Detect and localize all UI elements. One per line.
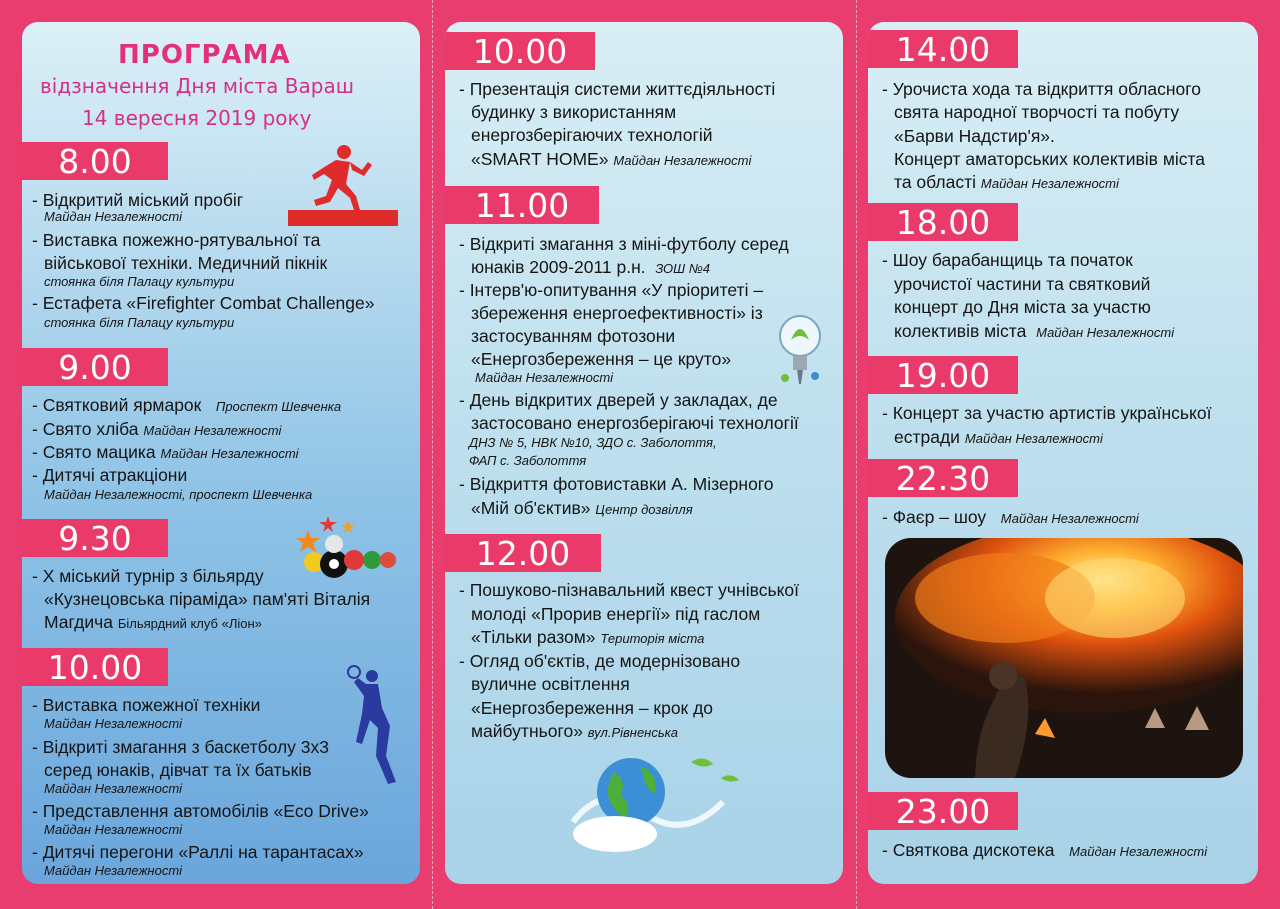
event-text: - Свято мацика Майдан Незалежності: [32, 442, 299, 462]
venue-text: стоянка біля Палацу культури: [44, 274, 235, 289]
venue-text: Майдан Незалежності: [44, 863, 183, 878]
globe-icon: [563, 752, 763, 862]
event-text: - Свято хліба Майдан Незалежності: [32, 419, 282, 439]
program-title: ПРОГРАМА: [118, 40, 291, 70]
fire-show-photo: [885, 538, 1243, 778]
column-1-panel: [22, 22, 420, 884]
event-text: «Енергозбереження – це круто»: [471, 349, 732, 369]
event-text: застосовано енергозберігаючі технології: [471, 413, 799, 433]
event-text: серед юнаків, дівчат та їх батьків: [44, 760, 312, 780]
event-text: - Інтерв'ю-опитування «У пріоритеті –: [459, 280, 764, 300]
event-text: - Відкритий міський пробіг: [32, 190, 244, 210]
venue-text: Майдан Незалежності: [475, 370, 614, 385]
event-text: Концерт аматорських колективів міста: [894, 149, 1206, 169]
event-text: молоді «Прорив енергії» під гаслом: [471, 604, 761, 624]
event-text: урочистої частини та святковий: [894, 274, 1151, 294]
event-text: - День відкритих дверей у закладах, де: [459, 390, 778, 410]
event-text: «SMART HOME» Майдан Незалежності: [471, 149, 752, 169]
event-text: - Огляд об'єктів, де модернізовано: [459, 651, 741, 671]
lightbulb-icon: [775, 310, 825, 394]
event-text: - Шоу барабанщиць та початок: [882, 250, 1133, 270]
event-text: «Тільки разом» Територія міста: [471, 627, 705, 647]
venue-text: стоянка біля Палацу культури: [44, 315, 235, 330]
time-label: 18.00: [868, 203, 1018, 241]
venue-text: Майдан Незалежності: [44, 209, 183, 224]
venue-text: ФАП с. Заболоття: [469, 453, 587, 468]
program-subtitle: відзначення Дня міста Вараш: [40, 74, 355, 98]
event-text: - Святковий ярмарок Проспект Шевченка: [32, 395, 342, 415]
event-text: «Мій об'єктив» Центр дозвілля: [471, 498, 693, 518]
event-text: «Кузнецовська піраміда» пам'яті Віталія: [44, 589, 371, 609]
venue-text: ДНЗ № 5, НВК №10, ЗДО с. Заболоття,: [469, 435, 717, 450]
time-label: 10.00: [445, 32, 595, 70]
time-label: 10.00: [22, 648, 168, 686]
event-text: - Святкова дискотека Майдан Незалежності: [882, 840, 1208, 860]
time-label: 12.00: [445, 534, 601, 572]
venue-text: Майдан Незалежності: [44, 822, 183, 837]
event-text: збереження енергоефективності» із: [471, 303, 763, 323]
event-text: естради Майдан Незалежності: [894, 427, 1103, 447]
event-text: застосуванням фотозони: [471, 326, 676, 346]
event-text: - Презентація системи життєдіяльності: [459, 79, 776, 99]
event-text: концерт до Дня міста за участю: [894, 297, 1151, 317]
fold-line: [856, 0, 857, 909]
event-text: - Виставка пожежної техніки: [32, 695, 261, 715]
time-label: 9.00: [22, 348, 168, 386]
event-text: «Енергозбереження – крок до: [471, 698, 714, 718]
venue-text: Майдан Незалежності: [44, 781, 183, 796]
time-label: 8.00: [22, 142, 168, 180]
program-date: 14 вересня 2019 року: [82, 106, 312, 130]
event-text: будинку з використанням: [471, 102, 677, 122]
venue-text: Майдан Незалежності, проспект Шевченка: [44, 487, 313, 502]
event-text: майбутнього» вул.Рівненська: [471, 721, 679, 741]
event-text: вуличне освітлення: [471, 674, 630, 694]
event-text: - Х міський турнір з більярду: [32, 566, 264, 586]
event-text: - Фаєр – шоу Майдан Незалежності: [882, 507, 1139, 527]
runner-icon: [284, 140, 400, 228]
venue-text: Майдан Незалежності: [44, 716, 183, 731]
billiard-balls-icon: [290, 512, 398, 584]
column-3-panel: [868, 22, 1258, 884]
time-label: 23.00: [868, 792, 1018, 830]
event-text: - Пошуково-пізнавальний квест учнівської: [459, 580, 800, 600]
event-text: - Дитячі атракціони: [32, 465, 188, 485]
event-text: - Концерт за участю артистів української: [882, 403, 1212, 423]
event-text: - Відкриття фотовиставки А. Мізерного: [459, 474, 774, 494]
event-text: - Виставка пожежно-рятувальної та: [32, 230, 321, 250]
basketball-player-icon: [342, 662, 414, 786]
time-label: 22.30: [868, 459, 1018, 497]
event-text: колективів міста Майдан Незалежності: [894, 321, 1175, 341]
fold-line: [432, 0, 433, 909]
time-label: 19.00: [868, 356, 1018, 394]
event-text: та області Майдан Незалежності: [894, 172, 1119, 192]
event-text: юнаків 2009-2011 р.н. ЗОШ №4: [471, 257, 711, 277]
event-text: - Відкриті змагання з міні-футболу серед: [459, 234, 789, 254]
event-text: - Представлення автомобілів «Eco Drive»: [32, 801, 369, 821]
event-text: свята народної творчості та побуту: [894, 102, 1180, 122]
event-text: - Урочиста хода та відкриття обласного: [882, 79, 1201, 99]
time-label: 9.30: [22, 519, 168, 557]
column-2-panel: [445, 22, 843, 884]
event-text: військової техніки. Медичний пікнік: [44, 253, 328, 273]
time-label: 11.00: [445, 186, 599, 224]
event-text: Магдича Більярдний клуб «Ліон»: [44, 612, 262, 632]
event-text: - Дитячі перегони «Раллі на тарантасах»: [32, 842, 364, 862]
event-text: - Естафета «Firefighter Combat Challenge»: [32, 293, 375, 313]
time-label: 14.00: [868, 30, 1018, 68]
event-text: «Барви Надстир'я».: [894, 126, 1055, 146]
event-text: енергозберігаючих технологій: [471, 125, 713, 145]
event-text: - Відкриті змагання з баскетболу 3х3: [32, 737, 329, 757]
